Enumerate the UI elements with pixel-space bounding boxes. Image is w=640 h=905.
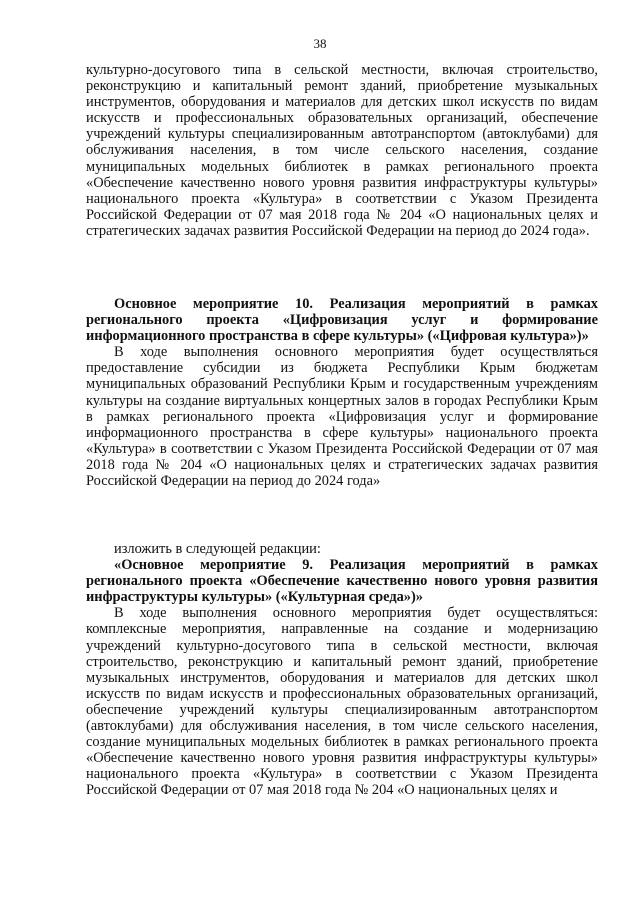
measure-10-block	[86, 296, 598, 489]
page-number: 38	[313, 36, 327, 51]
measure-9-paragraph: В ходе выполнения основного мероприятия будет осуществляться: комплексные мероприятия, направленные на создание и модернизацию учреждений культурно-досугового типа в сельской местности, включая строительство, реконструкцию и капитальный ремонт зданий, приобретение музыкальных инструментов, оборудования и материалов для детских школ искусств по видам искусств и профессиональных образовательных организаций, обеспечение учреждений культуры специализированным автотранспортом (автоклубами) для обслуживания населения, в том числе сельского населения, создание муниципальных модельных библиотек в рамках регионального проекта «Обеспечение качественно нового уровня развития инфраструктуры культуры» национального проекта «Культура» в соответствии с Указом Президента Российской Федерации от 07 мая 2018 года № 204 «О национальных целях и	[86, 605, 598, 799]
measure-10-paragraph: В ходе выполнения основного мероприятия будет осуществляться предоставление субсидии из бюджета Республики Крым бюджетам муниципальных образований Республики Крым и государственным учреждениям культуры на создание виртуальных концертных залов в городах Республики Крым в рамках регионального проекта «Цифровизация услуг и формирование информационного пространства в сфере культуры» национального проекта «Культура» в соответствии с Указом Президента Российской Федерации от 07 мая 2018 года № 204 «О национальных целях и стратегических задачах развития Российской Федерации на период до 2024 года»	[86, 344, 598, 490]
measure-10-heading: Основное мероприятие 10. Реализация мероприятий в рамках регионального проекта «Цифровизация услуг и формирование информационного пространства в сфере культуры» («Цифровая культура»)»	[86, 296, 598, 345]
measure-9-heading: «Основное мероприятие 9. Реализация мероприятий в рамках регионального проекта «Обеспечение качественно нового уровня развития инфраструктуры культуры» («Культурная среда»)»	[86, 557, 598, 606]
edition-instruction: изложить в следующей редакции:	[114, 541, 321, 557]
continuation-block	[86, 62, 598, 239]
new-edition-block	[86, 541, 598, 799]
continuation-paragraph: культурно-досугового типа в сельской местности, включая строительство, реконструкцию и капитальный ремонт зданий, приобретение музыкальных инструментов, оборудования и материалов для детских школ искусств по видам искусств и профессиональных образовательных организаций, обеспечение учреждений культуры специализированным автотранспортом (автоклубами) для обслуживания населения, в том числе сельского населения, создание муниципальных модельных библиотек в рамках регионального проекта «Обеспечение качественно нового уровня развития инфраструктуры культуры» национального проекта «Культура» в соответствии с Указом Президента Российской Федерации от 07 мая 2018 года № 204 «О национальных целях и стратегических задачах развития Российской Федерации на период до 2024 года».	[86, 62, 598, 239]
